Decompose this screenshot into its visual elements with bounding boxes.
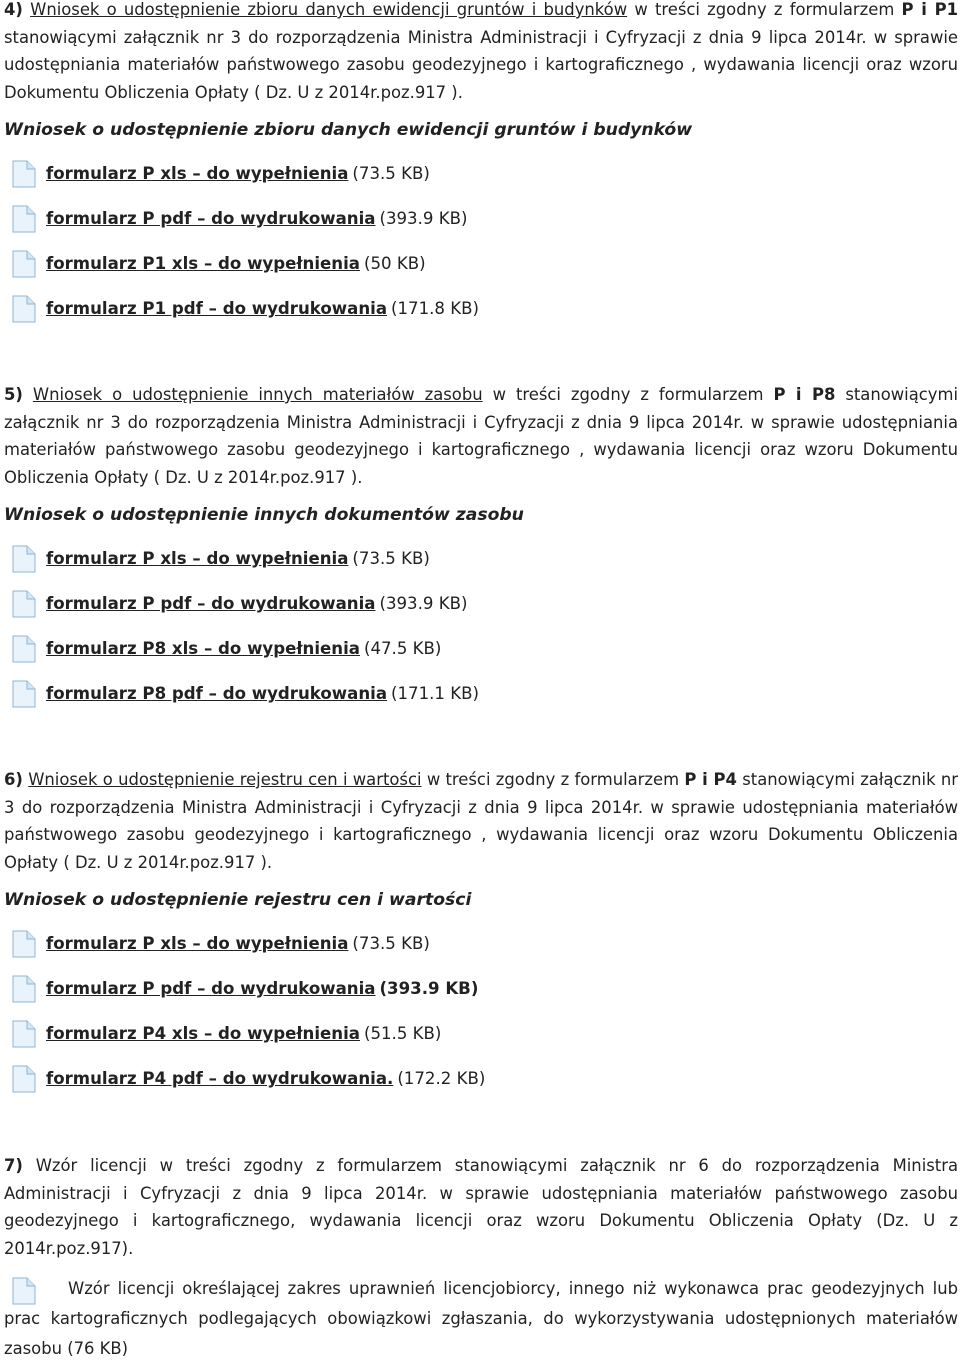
file-link[interactable]: formularz P1 pdf – do wydrukowania <box>46 299 388 318</box>
section-6-intro <box>4 766 958 876</box>
document-icon <box>12 160 36 188</box>
file-link[interactable]: formularz P xls – do wypełnienia <box>46 934 349 953</box>
section-4-heading: Wniosek o udostępnienie zbioru danych ewidencji gruntów i budynków <box>4 120 693 140</box>
file-link[interactable]: formularz P4 pdf – do wydrukowania. <box>46 1069 394 1088</box>
file-item <box>12 295 479 340</box>
file-item <box>12 250 479 295</box>
section-4-file-list <box>12 160 479 340</box>
section-7 <box>4 1152 958 1262</box>
document-icon <box>12 590 36 618</box>
section-5-file-list <box>12 545 479 725</box>
form-names: P i P4 <box>684 770 737 789</box>
section-4 <box>4 0 958 106</box>
intro-text-continued: stanowiącymi załącznik nr 3 do rozporządzenia Ministra Administracji i Cyfryzacji z dnia 9 lipca 2014r. w sprawie udostępniania materiałów państwowego zasobu geodezyjnego i kartograficznego , wydawania licencji oraz wzoru Dokumentu Obliczenia Opłaty ( Dz. U z 2014r.poz.917 ). <box>4 27 958 102</box>
section-6-file-list <box>12 930 485 1110</box>
file-link[interactable]: formularz P pdf – do wydrukowania <box>46 209 376 228</box>
licence-template-item <box>4 1274 958 1364</box>
file-link[interactable]: formularz P pdf – do wydrukowania <box>46 979 376 998</box>
file-size: (172.2 KB) <box>397 1069 486 1088</box>
section-number: 7) <box>4 1156 23 1175</box>
intro-text: w treści zgodny z formularzem <box>482 385 774 404</box>
intro-text: Wzór licencji w treści zgodny z formularzem stanowiącymi załącznik nr 6 do rozporządzenia Ministra Administracji i Cyfryzacji z dnia 9 lipca 2014r. w sprawie udostępniania materiałów państwowego zasobu geodezyjnego i kartograficznego, wydawania licencji oraz wzoru Dokumentu Obliczenia Opłaty (Dz. U z 2014r.poz.917). <box>4 1156 958 1258</box>
licence-template-link[interactable]: Wzór licencji określającej zakres uprawnień licencjobiorcy, innego niż wykonawca prac geodezyjnych lub prac kartograficznych podlegających obowiązkowi zgłaszania, do wykorzystywania udostępnionych materiałów zasobu (76 KB) <box>4 1279 958 1358</box>
file-link[interactable]: formularz P pdf – do wydrukowania <box>46 594 376 613</box>
file-size: (393.9 KB) <box>379 209 468 228</box>
section-6-request-link[interactable]: Wniosek o udostępnienie rejestru cen i wartości <box>28 770 422 789</box>
file-size: (73.5 KB) <box>352 934 430 953</box>
document-icon <box>12 1277 36 1305</box>
file-item <box>12 975 485 1020</box>
file-link[interactable]: formularz P xls – do wypełnienia <box>46 164 349 183</box>
section-5-heading: Wniosek o udostępnienie innych dokumentów zasobu <box>4 505 524 525</box>
section-4-request-link[interactable]: Wniosek o udostępnienie zbioru danych ewidencji gruntów i budynków <box>30 0 628 19</box>
file-item <box>12 205 479 250</box>
file-item <box>12 680 479 725</box>
file-link[interactable]: formularz P1 xls – do wypełnienia <box>46 254 360 273</box>
file-size: (393.9 KB) <box>379 979 479 998</box>
file-size: (51.5 KB) <box>363 1024 442 1043</box>
section-number: 6) <box>4 770 23 789</box>
intro-text: w treści zgodny z formularzem <box>627 0 902 19</box>
file-size: (73.5 KB) <box>352 164 430 183</box>
file-link[interactable]: formularz P8 xls – do wypełnienia <box>46 639 360 658</box>
file-link[interactable]: formularz P8 pdf – do wydrukowania <box>46 684 388 703</box>
section-5-request-link[interactable]: Wniosek o udostępnienie innych materiałów zasobu <box>32 385 483 404</box>
file-size: (47.5 KB) <box>363 639 442 658</box>
file-size: (171.1 KB) <box>391 684 480 703</box>
form-names: P i P1 <box>901 0 958 19</box>
file-item <box>12 160 479 205</box>
intro-text: w treści zgodny z formularzem <box>421 770 685 789</box>
section-4-intro <box>4 0 958 106</box>
document-icon <box>12 930 36 958</box>
document-icon <box>12 250 36 278</box>
intro-text-continued: stanowiącymi załącznik nr 3 do rozporządzenia Ministra Administracji i Cyfryzacji z dnia 9 lipca 2014r. w sprawie udostępniania materiałów państwowego zasobu geodezyjnego i kartograficznego , wydawania licencji oraz wzoru Dokumentu Obliczenia Opłaty ( Dz. U z 2014r.poz.917 ). <box>4 770 959 872</box>
document-icon <box>12 295 36 323</box>
document-icon <box>12 205 36 233</box>
section-6 <box>4 766 958 876</box>
file-item <box>12 545 479 590</box>
file-item <box>12 635 479 680</box>
file-size: (171.8 KB) <box>391 299 480 318</box>
section-5-intro <box>4 381 958 491</box>
section-5 <box>4 381 958 491</box>
file-size: (393.9 KB) <box>379 594 468 613</box>
file-size: (50 KB) <box>363 254 426 273</box>
form-names: P i P8 <box>773 385 836 404</box>
section-6-heading: Wniosek o udostępnienie rejestru cen i wartości <box>4 890 472 910</box>
document-icon <box>12 1065 36 1093</box>
document-icon <box>12 545 36 573</box>
file-item <box>12 930 485 975</box>
document-icon <box>12 1020 36 1048</box>
file-item <box>12 590 479 635</box>
file-size: (73.5 KB) <box>352 549 430 568</box>
document-icon <box>12 635 36 663</box>
section-number: 5) <box>4 385 23 404</box>
file-item <box>12 1020 485 1065</box>
file-link[interactable]: formularz P4 xls – do wypełnienia <box>46 1024 360 1043</box>
document-icon <box>12 680 36 708</box>
file-item <box>12 1065 485 1110</box>
intro-text-continued: stanowiącymi załącznik nr 3 do rozporządzenia Ministra Administracji i Cyfryzacji z dnia 9 lipca 2014r. w sprawie udostępniania materiałów państwowego zasobu geodezyjnego i kartograficznego , wydawania licencji oraz wzoru Dokumentu Obliczenia Opłaty ( Dz. U z 2014r.poz.917 ). <box>4 385 958 487</box>
file-link[interactable]: formularz P xls – do wypełnienia <box>46 549 349 568</box>
document-icon <box>12 975 36 1003</box>
section-7-intro <box>4 1152 958 1262</box>
section-number: 4) <box>4 0 23 19</box>
